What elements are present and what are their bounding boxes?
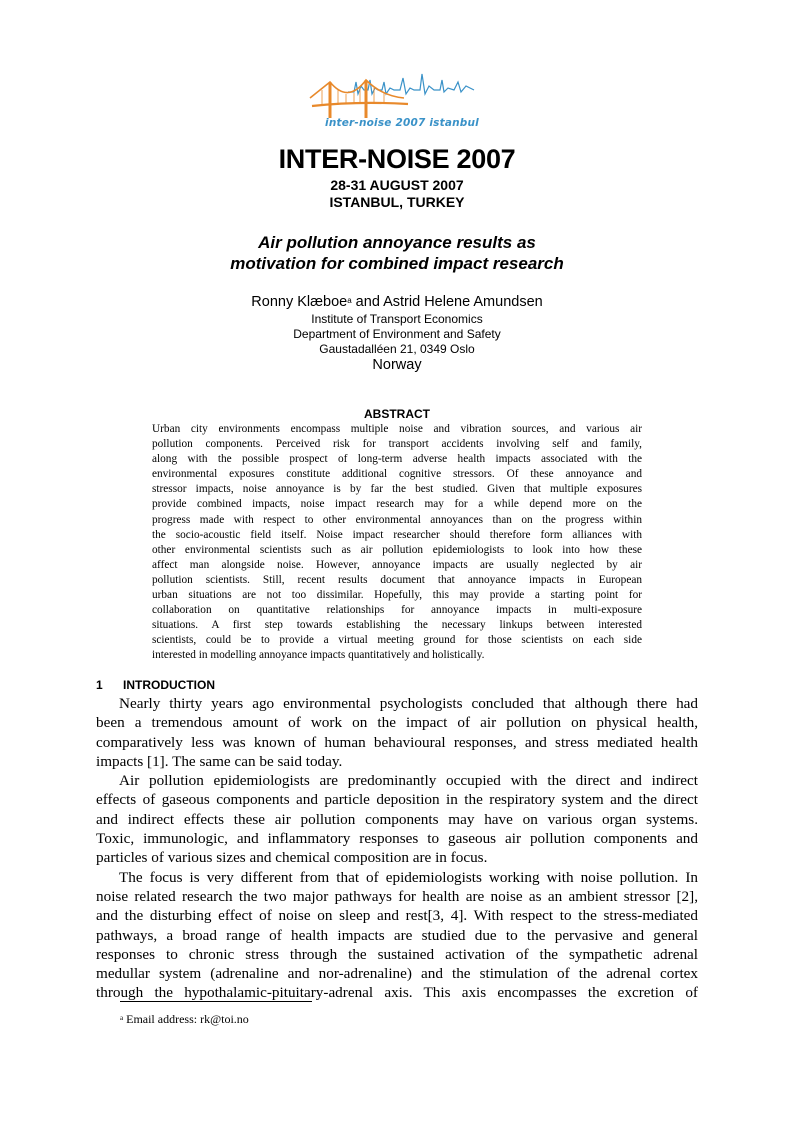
conference-date: 28-31 AUGUST 2007 bbox=[330, 177, 464, 193]
author-country: Norway bbox=[372, 357, 422, 373]
body-line: The focus is very different from that of epidemiologists working with noise pollution. In bbox=[119, 868, 698, 886]
section-body bbox=[96, 694, 698, 1003]
abstract-line: provide combined impacts, noise impact research may for a while depend more on the bbox=[152, 498, 642, 511]
paper-title bbox=[0, 232, 794, 274]
body-line: noise related research the two major pathways for health are noise as an ambient stressor [2], bbox=[96, 887, 698, 905]
abstract-line: scientists, could be to provide a virtual meeting ground for those scientists on each side bbox=[152, 634, 642, 647]
body-line: medullar system (adrenaline and nor-adrenaline) and the stimulation of the adrenal cortex bbox=[96, 965, 698, 983]
conference-title: INTER-NOISE 2007 bbox=[278, 144, 516, 174]
body-line: particles of various sizes and chemical composition are in focus. bbox=[96, 849, 488, 867]
body-line: Toxic, immunologic, and inflammatory responses to gaseous air pollution components and bbox=[96, 830, 698, 848]
section-title: INTRODUCTION bbox=[123, 678, 215, 692]
affiliation-line: Institute of Transport Economics bbox=[311, 312, 483, 326]
affiliation-line: Gaustadalléen 21, 0349 Oslo bbox=[319, 342, 475, 356]
body-line: pathways, a broad range of health impacts are studied due to the pervasive and general bbox=[96, 926, 698, 944]
abstract-line: situations. A first step towards establishing the necessary linkups between interested bbox=[152, 619, 642, 632]
body-line: and the disturbing effect of noise on sleep and rest[3, 4]. With respect to the stress-mediated bbox=[96, 907, 698, 925]
logo-text: inter-noise 2007 istanbul bbox=[325, 117, 479, 129]
footnote-mark: a bbox=[347, 296, 352, 305]
body-line: Nearly thirty years ago environmental psychologists concluded that although there had bbox=[119, 695, 698, 712]
paper-title-line: motivation for combined impact research bbox=[230, 254, 564, 273]
body-line: and indirect effects these air pollution components may have on various organ systems. bbox=[96, 810, 698, 828]
abstract-line: the socio-acoustic field itself. Noise impact researcher should therefore form alliances with bbox=[152, 528, 642, 541]
paper-title-line: Air pollution annoyance results as bbox=[258, 233, 536, 252]
body-line: comparatively less was known of human behavioural responses, and stress mediated health bbox=[96, 733, 698, 751]
abstract-line: stressor impacts, noise annoyance is by far the best studied. Given that multiple exposures bbox=[152, 483, 642, 496]
author-block bbox=[0, 292, 794, 357]
section-number: 1 bbox=[96, 678, 103, 692]
abstract-line: progress made with respect to other environmental annoyances than on the progress within bbox=[152, 513, 642, 526]
abstract-line: pollution components. Perceived risk for transport accidents involving self and family, bbox=[152, 438, 642, 451]
abstract-line: other environmental scientists such as air pollution epidemiologists to look into how these bbox=[152, 543, 642, 556]
abstract-line: Urban city environments encompass multiple noise and vibration sources, and various air bbox=[152, 423, 642, 435]
conference-logo bbox=[308, 68, 484, 136]
affiliation-line: Department of Environment and Safety bbox=[293, 327, 501, 341]
footnote-mark: a bbox=[120, 1014, 124, 1022]
footnote-divider bbox=[120, 1001, 312, 1002]
section-heading bbox=[96, 677, 215, 693]
conference-place: ISTANBUL, TURKEY bbox=[329, 194, 465, 210]
body-line: effects of gaseous components and particle deposition in the respiratory system and the direct bbox=[96, 791, 698, 809]
abstract-line: environmental exposures constitute additional cognitive stressors. Of these annoyance and bbox=[152, 468, 642, 481]
body-line: through the hypothalamic-pituitary-adrenal axis. This axis encompasses the excretion of bbox=[96, 984, 698, 1002]
author-name: Ronny Klæboe bbox=[251, 294, 348, 310]
body-line: Air pollution epidemiologists are predominantly occupied with the direct and indirect bbox=[119, 772, 698, 790]
abstract-line: interested in modelling annoyance impacts quantitatively and holistically. bbox=[152, 649, 485, 662]
bridge-and-noise-logo-icon bbox=[308, 68, 484, 120]
abstract-heading: ABSTRACT bbox=[364, 407, 430, 421]
abstract-line: along with the possible prospect of long-term adverse health impacts associated with the bbox=[152, 453, 642, 466]
authors bbox=[0, 292, 794, 312]
body-line: responses to chronic stress through the sustained activation of the sympathetic adrenal bbox=[96, 945, 698, 963]
abstract-text bbox=[152, 422, 642, 664]
abstract-line: pollution scientists. Still, recent results document that annoyance impacts in European bbox=[152, 573, 642, 586]
abstract-line: collaboration on quantitative relationships for annoyance impacts in multi-exposure bbox=[152, 604, 642, 617]
abstract-line: urban situations are not too dissimilar. Hopefully, this may provide a starting point for bbox=[152, 589, 642, 602]
body-line: been a tremendous amount of work on the impact of air pollution on physical health, bbox=[96, 714, 698, 732]
footnote-text: Email address: rk@toi.no bbox=[126, 1012, 249, 1026]
body-line: impacts [1]. The same can be said today. bbox=[96, 752, 343, 770]
footnote bbox=[120, 1012, 249, 1027]
abstract-line: affect man alongside noise. However, annoyance impacts are usually neglected by air bbox=[152, 558, 642, 571]
author-name: and Astrid Helene Amundsen bbox=[351, 294, 543, 310]
